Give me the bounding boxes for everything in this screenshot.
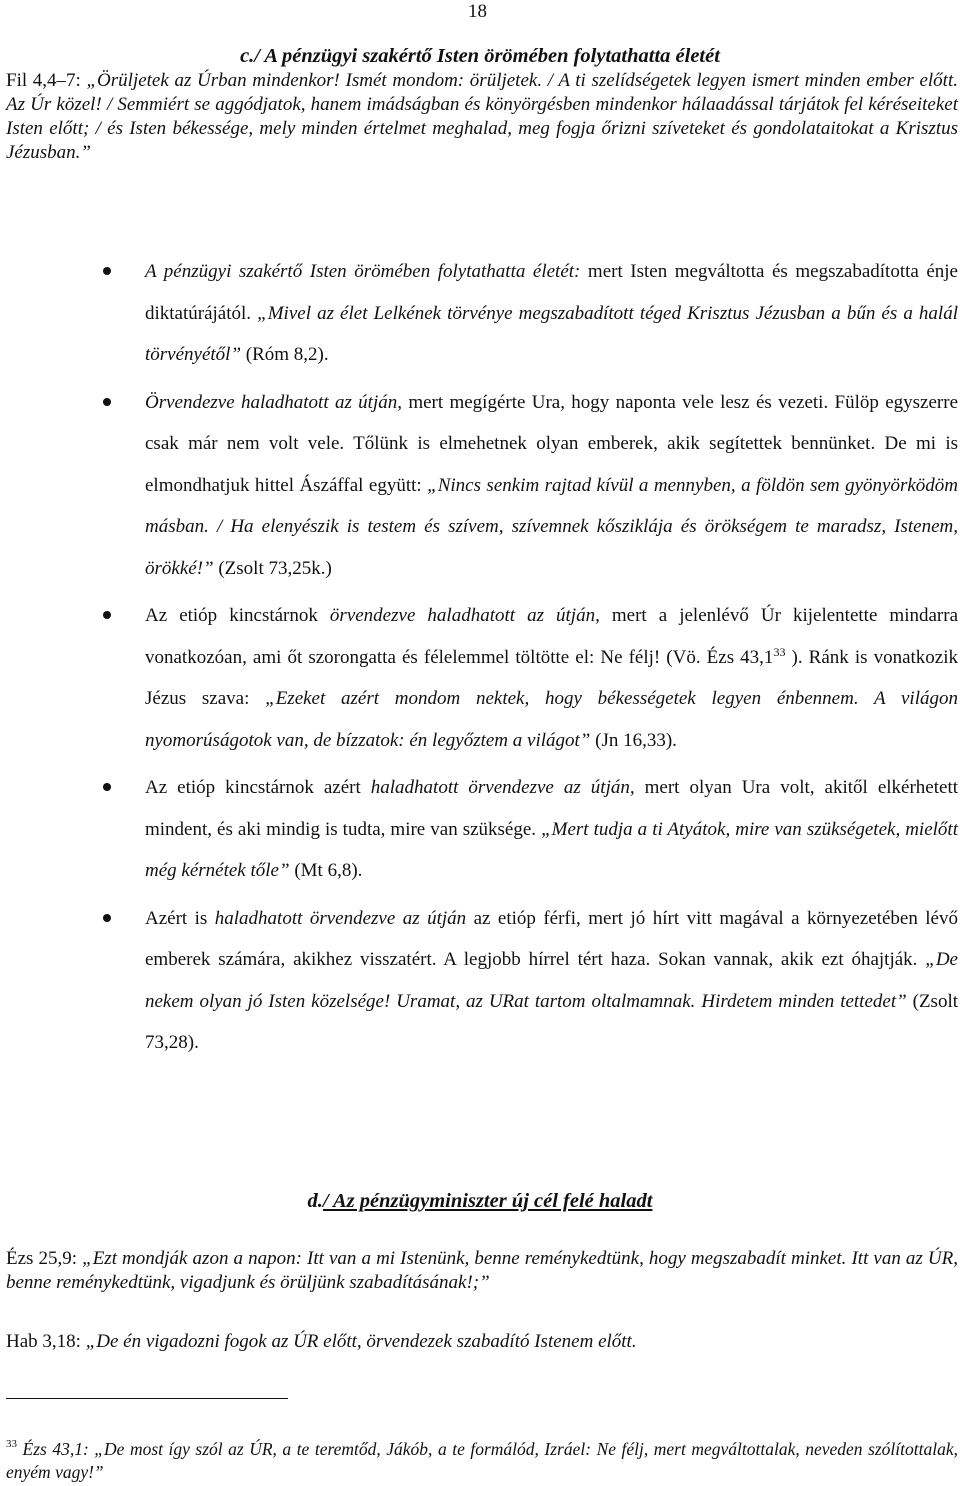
section-c-title: c./ A pénzügyi szakértő Isten örömében folytathatta életét	[240, 45, 720, 67]
footnote-marker: 33	[6, 1438, 17, 1450]
bullet-1-text: mert Isten megváltotta és megszabadította énje diktatúrájától.	[145, 261, 958, 324]
list-item	[145, 595, 958, 761]
bullet-1-emphasis: A pénzügyi szakértő Isten örömében folytathatta életét:	[145, 261, 581, 282]
bullet-3-reference: (Jn 16,33).	[590, 729, 677, 751]
hab-reference: Hab 3,18:	[6, 1331, 86, 1352]
footnote-divider	[6, 1398, 288, 1399]
bullet-3-text-continued: ). Ránk is vonatkozik Jézus szava:	[145, 646, 959, 709]
bullet-1-quote: „Mivel az élet Lelkének törvénye megszabadított téged Krisztus Jézusban a bűn és a halál törvényétől”	[145, 302, 958, 365]
bullet-2-reference: (Zsolt 73,25k.)	[213, 557, 332, 579]
bullet-2-emphasis: Örvendezve haladhatott az útján,	[145, 391, 402, 413]
bullet-4-text-start: Az etióp kincstárnok azért	[145, 777, 371, 798]
bullet-3-quote: „Ezeket azért mondom nektek, hogy békességetek legyen énbennem. A világon nyomorúságotok van, de bízzatok: én legyőztem a világot”	[145, 688, 958, 751]
bullet-2-quote: „Nincs senkim rajtad kívül a mennyben, a földön sem gyönyörködöm másban. / Ha elenyészik is testem és szívem, szívemnek kősziklája és örökségem te maradsz, Istenem, örökké!”	[145, 474, 958, 579]
fil-reference: Fil 4,4–7:	[6, 70, 87, 91]
bullet-icon	[103, 611, 111, 619]
bullet-icon	[103, 783, 111, 791]
bullet-4-text: mert olyan Ura volt, akitől elkérhetett mindent, és aki mindig is tudta, mire van szüksége.	[145, 777, 959, 840]
bullet-icon	[103, 267, 111, 275]
ezs-quote-text: „Ezt mondják azon a napon: Itt van a mi Istenünk, benne reménykedtünk, hogy megszabadít minket. Itt van az ÚR, benne reménykedtünk, vigadjunk és örüljünk szabadításának!;”	[6, 1248, 958, 1293]
bullet-5-text: az etióp férfi, mert jó hírt vitt magával a környezetében lévő emberek számára, akikhez visszatért. A legjobb hírrel tért haza. Sokan vannak, akik ezt óhajtják.	[145, 907, 958, 970]
fil-quote-text: „Örüljetek az Úrban mindenkor! Ismét mondom: örüljetek. / A ti szelídségetek legyen ismert minden ember előtt. Az Úr közel! / Semmiért se aggódjatok, hanem imádságban és könyörgésben mindenkor hálaadással tárjátok fel kéréseiteket Isten előtt; / és Isten békessége, mely minden értelmet meghalad, meg fogja őrizni szíveteket és gondolataitokat a Krisztus Jézusban.”	[6, 70, 958, 163]
footnote-33	[6, 1438, 958, 1484]
bullet-4-reference: (Mt 6,8).	[289, 860, 363, 881]
hab-quote-paragraph	[6, 1330, 958, 1354]
hab-quote-text: „De én vigadozni fogok az ÚR előtt, örvendezek szabadító Istenem előtt.	[85, 1331, 637, 1352]
list-item	[145, 898, 958, 1064]
bullet-2-text: mert megígérte Ura, hogy naponta vele lesz és vezeti. Fülöp egyszerre csak már nem volt vele. Tőlünk is elmehetnek olyan emberek, akik segítettek bennünket. De mi is elmondhatjuk hittel Ászáffal együtt:	[145, 391, 958, 496]
bullet-icon	[103, 398, 111, 406]
bullet-5-text-start: Azért is	[145, 907, 215, 929]
bullet-5-reference: (Zsolt 73,28).	[145, 990, 959, 1053]
list-item	[145, 767, 958, 892]
ezs-quote-paragraph	[6, 1247, 958, 1295]
footnote-text: Ézs 43,1: „De most így szól az ÚR, a te teremtőd, Jákób, a te formálód, Izráel: Ne félj, mert megváltottalak, neveden szólítottalak, enyém vagy!”	[6, 1439, 958, 1482]
bullet-4-quote: „Mert tudja a ti Atyátok, mire van szükségetek, mielőtt még kérnétek tőle”	[145, 818, 958, 881]
bullet-3-emphasis: örvendezve haladhatott az útján,	[329, 605, 600, 626]
ezs-reference: Ézs 25,9:	[6, 1248, 83, 1269]
fil-quote-paragraph	[6, 69, 958, 165]
section-d-title-text: / Az pénzügyminiszter új cél felé haladt	[322, 1190, 653, 1212]
section-d-letter: d.	[307, 1190, 323, 1212]
bullet-3-text-start: Az etióp kincstárnok	[145, 605, 330, 626]
page-number: 18	[468, 1, 487, 22]
list-item	[145, 251, 958, 376]
footnote-reference-33[interactable]: 33	[773, 644, 786, 659]
bullet-icon	[103, 914, 111, 922]
bullet-5-emphasis: haladhatott örvendezve az útján	[214, 907, 467, 929]
bullet-5-quote: „De nekem olyan jó Isten közelsége! Uramat, az URat tartom oltalmamnak. Hirdetem minden tettedet”	[145, 949, 958, 1012]
bullet-1-reference: (Róm 8,2).	[241, 344, 329, 365]
bullet-4-emphasis: haladhatott örvendezve az útján,	[370, 777, 635, 798]
section-d-title	[0, 1189, 960, 1213]
list-item	[145, 382, 958, 590]
bullet-list	[145, 251, 958, 1070]
bullet-3-text: mert a jelenlévő Úr kijelentette mindarra vonatkozóan, ami őt szorongatta és félelemmel töltötte el: Ne félj! (Vö. Ézs 43,1	[145, 605, 958, 668]
